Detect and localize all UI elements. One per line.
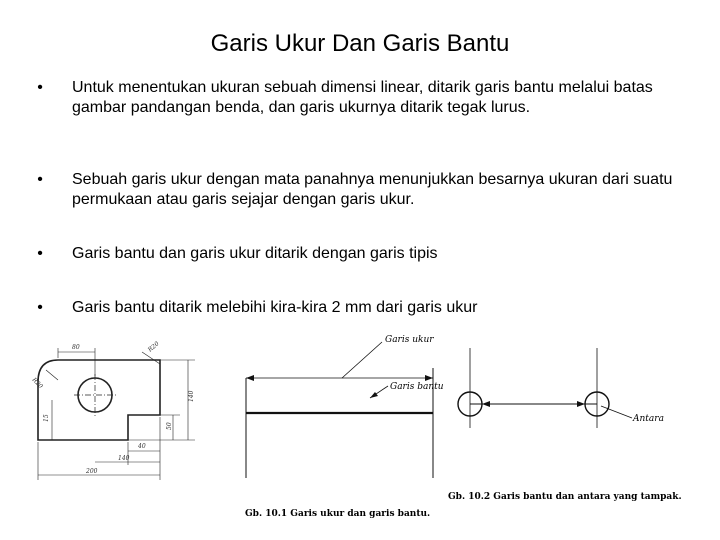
figure-caption: Gb. 10.1 Garis ukur dan garis bantu. (245, 509, 431, 519)
dimensioned-part-drawing (30, 340, 210, 490)
dimension-line-figure (230, 328, 445, 528)
slide-title: Garis Ukur Dan Garis Bantu (210, 30, 510, 57)
dimension-text: 50 (166, 422, 173, 430)
label-garis-ukur: Garis ukur (385, 335, 434, 345)
dimension-text: 80 (72, 344, 80, 351)
circle-spacing-figure (445, 328, 695, 508)
bullet-text: Garis bantu ditarik melebihi kira-kira 2 mm dari garis ukur (72, 299, 478, 316)
label-antara: Antara (633, 414, 664, 424)
dimension-text: 200 (86, 468, 98, 475)
bullet-item (30, 78, 690, 118)
bullet-text: Untuk menentukan ukuran sebuah dimensi linear, ditarik garis bantu melalui batas gambar pandangan benda, dan garis ukurnya ditarik tegak lurus. (72, 79, 653, 116)
bullet-dot: • (37, 245, 43, 262)
figure-caption: Gb. 10.2 Garis bantu dan antara yang tampak. (448, 492, 682, 502)
dimension-text: R20 (146, 340, 161, 354)
bullet-item (30, 244, 438, 264)
dimension-text: R20 (30, 376, 45, 391)
dimension-text: 40 (138, 443, 146, 450)
bullet-item (30, 170, 690, 210)
label-garis-bantu: Garis bantu (390, 382, 444, 392)
dimension-text: 140 (188, 390, 195, 402)
dimension-text: 140 (118, 455, 130, 462)
bullet-dot: • (37, 171, 43, 188)
bullet-text: Garis bantu dan garis ukur ditarik dengan garis tipis (72, 245, 438, 262)
bullet-dot: • (37, 299, 43, 316)
bullet-text: Sebuah garis ukur dengan mata panahnya menunjukkan besarnya ukuran dari suatu permukaan atau garis sejajar dengan garis ukur. (72, 171, 673, 208)
bullet-item (30, 298, 477, 318)
bullet-dot: • (37, 79, 43, 96)
dimension-text: 15 (43, 414, 50, 422)
